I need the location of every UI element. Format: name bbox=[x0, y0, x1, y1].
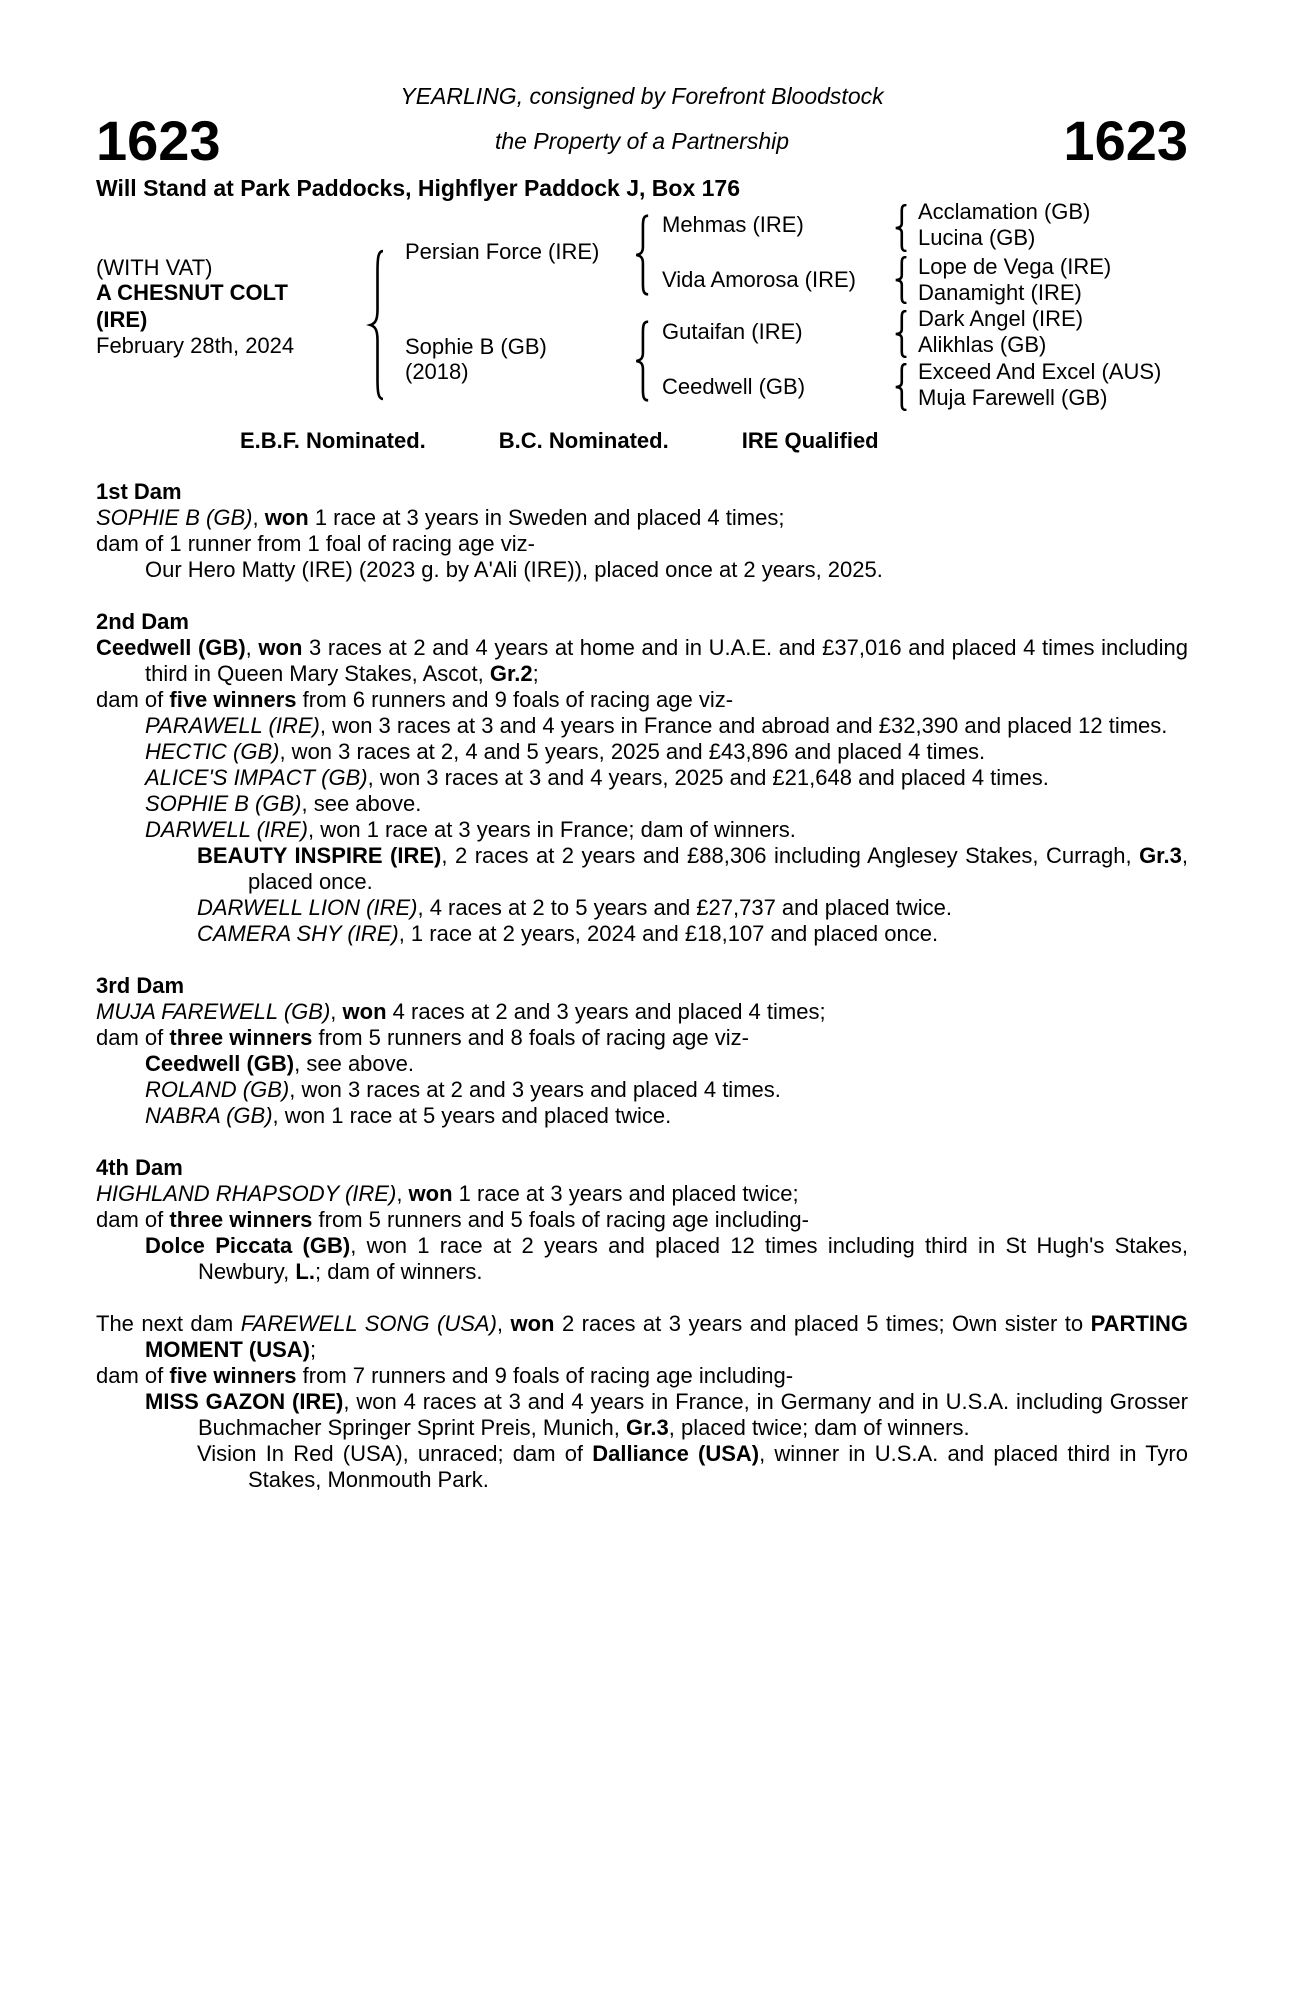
bc-nominated-label: B.C. Nominated. bbox=[498, 428, 669, 453]
text-run: The next dam bbox=[96, 1311, 241, 1336]
catalogue-paragraph bbox=[96, 1363, 1188, 1389]
text-run: from 7 runners and 9 foals of racing age including- bbox=[296, 1363, 794, 1388]
catalogue-paragraph bbox=[96, 921, 1188, 947]
dam-heading: 4th Dam bbox=[96, 1155, 183, 1180]
text-run: , won 1 race at 5 years and placed twice. bbox=[272, 1103, 672, 1128]
text-run: , see above. bbox=[294, 1051, 415, 1076]
dam-section bbox=[96, 973, 1188, 1129]
text-run: SOPHIE B (GB) bbox=[145, 791, 302, 816]
dam-sire-dam-name: Alikhlas (GB) bbox=[918, 332, 1047, 357]
ire-qualified-label: IRE Qualified bbox=[741, 428, 879, 453]
text-run: dam of bbox=[96, 1207, 170, 1232]
sire-sire-name: Mehmas (IRE) bbox=[662, 212, 804, 237]
foal-name: A CHESNUT COLT bbox=[96, 280, 288, 305]
text-run: L. bbox=[295, 1259, 315, 1284]
text-run: Gr.3 bbox=[625, 1415, 669, 1440]
text-run: from 5 runners and 8 foals of racing age viz- bbox=[312, 1025, 749, 1050]
dam-heading: 3rd Dam bbox=[96, 973, 185, 998]
catalogue-paragraph bbox=[96, 1077, 1188, 1103]
text-run: Ceedwell (GB) bbox=[145, 1051, 295, 1076]
brace-sire-parents bbox=[632, 214, 651, 296]
text-run: , bbox=[245, 635, 259, 660]
text-run: , 2 races at 2 years and £88,306 including Anglesey Stakes, Curragh, bbox=[441, 843, 1140, 868]
brace-generation1 bbox=[366, 248, 386, 402]
text-run: Gr.2 bbox=[489, 661, 533, 686]
sire-dam-dam-name: Danamight (IRE) bbox=[918, 280, 1082, 305]
text-run: , bbox=[330, 999, 343, 1024]
catalogue-paragraph bbox=[96, 505, 1188, 531]
consignment-line: YEARLING, consigned by Forefront Bloodstock bbox=[400, 83, 884, 109]
dam-section bbox=[96, 609, 1188, 947]
catalogue-paragraph bbox=[96, 531, 1188, 557]
brace-sire-sire-parents bbox=[892, 204, 909, 252]
text-run: dam of bbox=[96, 1025, 170, 1050]
text-run: ; dam of winners. bbox=[314, 1259, 483, 1284]
text-run: MUJA FAREWELL (GB) bbox=[96, 999, 331, 1024]
brace-dam-dam-parents bbox=[892, 363, 909, 411]
sire-name: Persian Force (IRE) bbox=[405, 239, 600, 264]
text-run: DARWELL LION (IRE) bbox=[197, 895, 418, 920]
text-run: , won 3 races at 2, 4 and 5 years, 2025 and £43,896 and placed 4 times. bbox=[279, 739, 986, 764]
catalogue-paragraph bbox=[96, 1389, 1188, 1441]
catalogue-paragraph bbox=[96, 713, 1188, 739]
text-run: five winners bbox=[169, 687, 297, 712]
text-run: ; bbox=[532, 661, 539, 686]
text-run: , bbox=[496, 1311, 511, 1336]
catalogue-paragraph bbox=[96, 843, 1188, 895]
text-run: 4 races at 2 and 3 years and placed 4 times; bbox=[386, 999, 826, 1024]
catalogue-paragraph bbox=[96, 1233, 1188, 1285]
sire-sire-parents bbox=[918, 199, 1090, 251]
text-run: , won 3 races at 3 and 4 years, 2025 and £21,648 and placed 4 times. bbox=[367, 765, 1049, 790]
text-run: NABRA (GB) bbox=[145, 1103, 273, 1128]
text-run: from 6 runners and 9 foals of racing age viz- bbox=[296, 687, 734, 712]
catalogue-paragraph bbox=[96, 895, 1188, 921]
text-run: PARAWELL (IRE) bbox=[145, 713, 320, 738]
pedigree-table bbox=[96, 199, 1188, 420]
text-run: , bbox=[396, 1181, 409, 1206]
text-run: won bbox=[342, 999, 387, 1024]
text-run: , placed twice; dam of winners. bbox=[668, 1415, 970, 1440]
catalogue-paragraph bbox=[96, 1311, 1188, 1363]
text-run: , won 1 race at 2 years and placed 12 times including third in St Hugh's Stakes, Newbury, bbox=[198, 1233, 1188, 1284]
foal-suffix: (IRE) bbox=[96, 307, 148, 332]
text-run: Dalliance (USA) bbox=[592, 1441, 760, 1466]
text-run: PARTING MOMENT (USA) bbox=[145, 1311, 1188, 1362]
catalogue-paragraph bbox=[96, 635, 1188, 687]
text-run: , placed once. bbox=[248, 843, 1188, 894]
text-run: , winner in U.S.A. and placed third in Tyro Stakes, Monmouth Park. bbox=[248, 1441, 1188, 1492]
dam-sire-sire-name: Dark Angel (IRE) bbox=[918, 306, 1084, 331]
dam-heading: 1st Dam bbox=[96, 479, 182, 504]
brace-sire-dam-parents bbox=[892, 256, 909, 304]
dam-section bbox=[96, 479, 1188, 583]
dam-sections bbox=[96, 479, 1188, 1493]
text-run: Gr.3 bbox=[1139, 843, 1182, 868]
text-run: five winners bbox=[169, 1363, 297, 1388]
text-run: dam of bbox=[96, 687, 170, 712]
brace-dam-parents bbox=[632, 320, 651, 402]
catalogue-paragraph bbox=[96, 739, 1188, 765]
text-run: , won 3 races at 2 and 3 years and placed 4 times. bbox=[289, 1077, 781, 1102]
text-run: BEAUTY INSPIRE (IRE) bbox=[197, 843, 442, 868]
text-run: HECTIC (GB) bbox=[145, 739, 280, 764]
nominations-row bbox=[96, 428, 1188, 453]
text-run: won bbox=[264, 505, 309, 530]
text-run: , won 3 races at 3 and 4 years in France and abroad and £32,390 and placed 12 times. bbox=[319, 713, 1168, 738]
text-run: Our Hero Matty (IRE) (2023 g. by A'Ali (IRE)), placed once at 2 years, 2025. bbox=[145, 557, 883, 582]
text-run: won bbox=[258, 635, 303, 660]
text-run: DARWELL (IRE) bbox=[145, 817, 309, 842]
dam-dam-name: Ceedwell (GB) bbox=[662, 374, 806, 399]
property-line: the Property of a Partnership bbox=[494, 127, 790, 154]
catalogue-paragraph bbox=[96, 687, 1188, 713]
text-run: Vision In Red (USA), unraced; dam of bbox=[197, 1441, 593, 1466]
text-run: CAMERA SHY (IRE) bbox=[197, 921, 399, 946]
text-run: ; bbox=[309, 1337, 317, 1362]
sire-dam-sire-name: Lope de Vega (IRE) bbox=[918, 254, 1112, 279]
text-run: MISS GAZON (IRE) bbox=[145, 1389, 344, 1414]
stand-line: Will Stand at Park Paddocks, Highflyer Paddock J, Box 176 bbox=[96, 175, 740, 201]
text-run: FAREWELL SONG (USA) bbox=[240, 1311, 497, 1336]
text-run: , won 4 races at 3 and 4 years in France, in Germany and in U.S.A. including Grosser Buchmacher Springer Sprint Preis, Munich, bbox=[198, 1389, 1188, 1440]
sire-dam-parents bbox=[918, 254, 1111, 306]
text-run: , 1 race at 2 years, 2024 and £18,107 and placed once. bbox=[398, 921, 939, 946]
catalogue-paragraph bbox=[96, 765, 1188, 791]
dam-heading: 2nd Dam bbox=[96, 609, 189, 634]
dam-section bbox=[96, 1155, 1188, 1285]
text-run: HIGHLAND RHAPSODY (IRE) bbox=[96, 1181, 397, 1206]
text-run: won bbox=[408, 1181, 453, 1206]
dam-dam-sire-name: Exceed And Excel (AUS) bbox=[918, 359, 1162, 384]
sire-sire-sire-name: Acclamation (GB) bbox=[918, 199, 1091, 224]
catalogue-paragraph bbox=[96, 1051, 1188, 1077]
catalogue-paragraph bbox=[96, 1441, 1188, 1493]
lot-row bbox=[96, 110, 1188, 172]
catalogue-paragraph bbox=[96, 1207, 1188, 1233]
text-run: dam of 1 runner from 1 foal of racing age viz- bbox=[96, 531, 535, 556]
catalogue-paragraph bbox=[96, 1025, 1188, 1051]
text-run: , see above. bbox=[301, 791, 422, 816]
dam-sire-parents bbox=[918, 306, 1083, 358]
text-run: SOPHIE B (GB) bbox=[96, 505, 253, 530]
dam-dam-dam-name: Muja Farewell (GB) bbox=[918, 385, 1108, 410]
text-run: Dolce Piccata (GB) bbox=[145, 1233, 351, 1258]
text-run: from 5 runners and 5 foals of racing age including- bbox=[312, 1207, 809, 1232]
text-run: three winners bbox=[169, 1207, 313, 1232]
dam-name: Sophie B (GB) bbox=[405, 334, 547, 359]
catalogue-paragraph bbox=[96, 791, 1188, 817]
sire-dam-name: Vida Amorosa (IRE) bbox=[662, 267, 857, 292]
text-run: 1 race at 3 years and placed twice; bbox=[452, 1181, 799, 1206]
text-run: ALICE'S IMPACT (GB) bbox=[145, 765, 368, 790]
lot-number-left: 1623 bbox=[96, 109, 221, 172]
text-run: dam of bbox=[96, 1363, 170, 1388]
text-run: 2 races at 3 years and placed 5 times; Own sister to bbox=[554, 1311, 1091, 1336]
catalogue-paragraph bbox=[96, 1103, 1188, 1129]
text-run: , won 1 race at 3 years in France; dam of winners. bbox=[308, 817, 796, 842]
text-run: Ceedwell (GB) bbox=[96, 635, 246, 660]
foal-date: February 28th, 2024 bbox=[96, 333, 295, 358]
dam-year: (2018) bbox=[405, 359, 469, 384]
catalogue-paragraph bbox=[96, 557, 1188, 583]
dam-section bbox=[96, 1311, 1188, 1493]
text-run: 1 race at 3 years in Sweden and placed 4 times; bbox=[308, 505, 785, 530]
text-run: won bbox=[510, 1311, 555, 1336]
ebf-nominated-label: E.B.F. Nominated. bbox=[240, 428, 426, 453]
dam-sire-name: Gutaifan (IRE) bbox=[662, 319, 803, 344]
text-run: 3 races at 2 and 4 years at home and in U.A.E. and £37,016 and placed 4 times including third in Queen Mary Stakes, Ascot, bbox=[145, 635, 1188, 686]
vat-note: (WITH VAT) bbox=[96, 255, 213, 280]
lot-number-right: 1623 bbox=[1063, 109, 1188, 172]
catalogue-paragraph bbox=[96, 817, 1188, 843]
brace-dam-sire-parents bbox=[892, 310, 909, 358]
sire-sire-dam-name: Lucina (GB) bbox=[918, 225, 1036, 250]
text-run: , 4 races at 2 to 5 years and £27,737 and placed twice. bbox=[417, 895, 952, 920]
page-content bbox=[96, 0, 1188, 1493]
text-run: three winners bbox=[169, 1025, 313, 1050]
text-run: , bbox=[252, 505, 265, 530]
text-run: ROLAND (GB) bbox=[145, 1077, 290, 1102]
dam-dam-parents bbox=[918, 359, 1161, 411]
catalogue-paragraph bbox=[96, 999, 1188, 1025]
catalogue-paragraph bbox=[96, 1181, 1188, 1207]
